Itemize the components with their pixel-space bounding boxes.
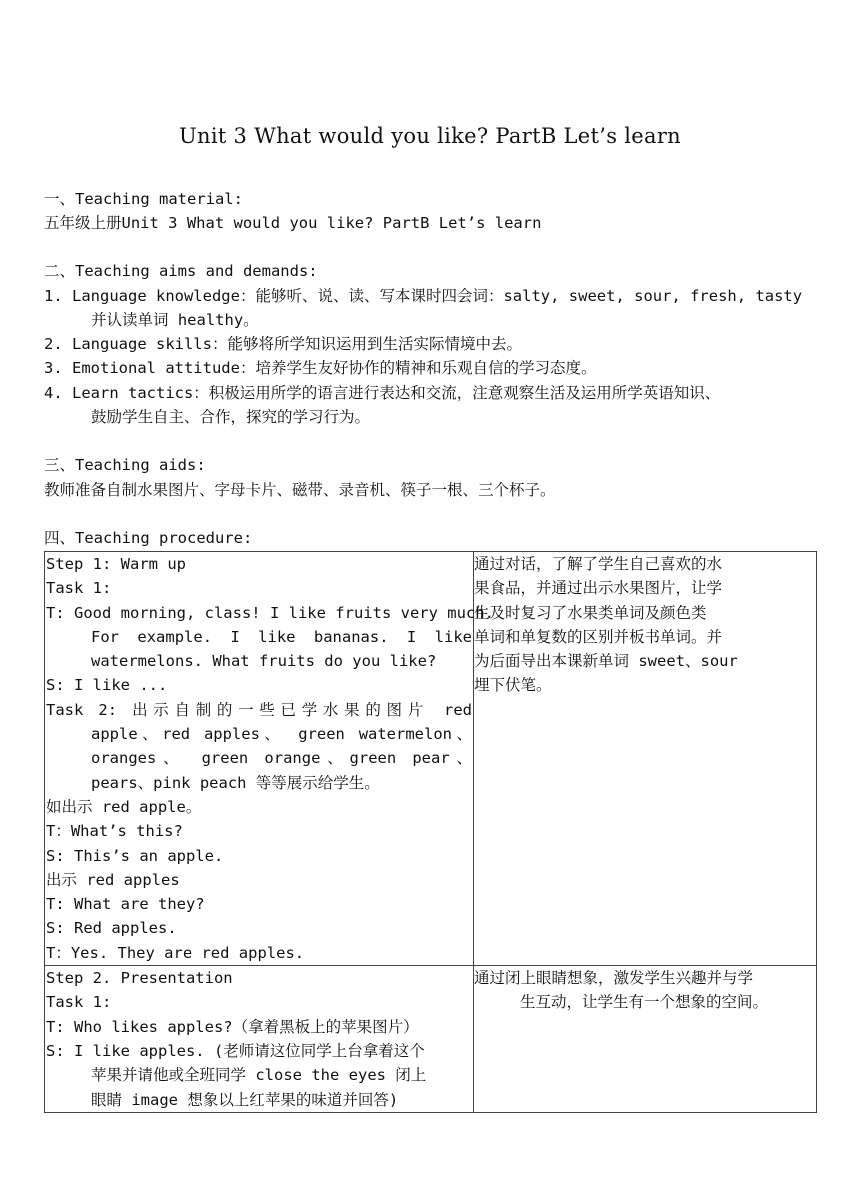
procedure-line: T：Yes. They are red apples. [46,943,305,962]
purpose-line: 生及时复习了水果类单词及颜色类 [474,603,707,622]
procedure-line: watermelons. What fruits do you like? [91,652,437,671]
procedure-line: Step 1: Warm up [46,555,186,573]
procedure-line: T: Who likes apples?（拿着黑板上的苹果图片） [46,1017,419,1036]
procedure-line: pears、pink peach 等等展示给学生。 [91,773,380,792]
procedure-line: Task 2: 出示自制的一些已学水果的图片 red [46,700,472,719]
purpose-line: 为后面导出本课新单词 sweet、sour [474,652,738,671]
procedure-line: 出示 red apples [46,870,180,889]
aim-item-4: 4. Learn tactics：积极运用所学的语言进行表达和交流，注意观察生活及运用所学英语知识、 [44,384,721,402]
section-3-text: 教师准备自制水果图片、字母卡片、磁带、录音机、筷子一根、三个杯子。 [44,481,556,499]
page-title: Unit 3 What would you like? PartB Let’s learn [179,124,681,148]
aim-item-1-continued: 并认读单词 healthy。 [91,311,259,329]
procedure-table [44,551,817,1113]
purpose-line: 通过对话，了解了学生自己喜欢的水 [474,555,723,573]
aim-item-3: 3. Emotional attitude：培养学生友好协作的精神和乐观自信的学习态度。 [44,359,597,377]
procedure-cell-step2 [45,966,474,1113]
section-2-heading: 二、Teaching aims and demands: [44,262,318,280]
purpose-line: 埋下伏笔。 [474,676,552,695]
procedure-line: oranges、 green orange、green pear、 [91,749,472,768]
procedure-line: For example. I like bananas. I like [91,627,472,646]
section-4-heading: 四、Teaching procedure: [44,529,253,547]
procedure-line: S: I like apples. (老师请这位同学上台拿着这个 [46,1041,425,1060]
procedure-line: Step 2. Presentation [46,969,233,988]
procedure-line: T: Good morning, class! I like fruits very much. [46,603,494,622]
procedure-line: S: I like ... [46,676,168,695]
procedure-line: 苹果并请他或全班同学 close the eyes 闭上 [91,1066,427,1085]
aim-item-1: 1. Language knowledge：能够听、说、读、写本课时四会词：salty, sweet, sour, fresh, tasty [44,287,803,305]
section-1-heading: 一、Teaching material: [44,190,243,208]
purpose-line: 单词和单复数的区别并板书单词。并 [474,627,723,646]
procedure-cell-step1 [45,552,494,966]
procedure-line: apple、red apples、 green watermelon、 [91,725,472,744]
table-row [45,552,817,966]
aim-item-2: 2. Language skills：能够将所学知识运用到生活实际情境中去。 [44,335,522,353]
procedure-line: 眼睛 image 想象以上红苹果的味道并回答) [91,1090,399,1109]
table-row [45,966,817,1113]
purpose-line: 果食品，并通过出示水果图片，让学 [474,579,723,598]
procedure-line: Task 1: [46,579,112,598]
purpose-line: 通过闭上眼睛想象，激发学生兴趣并与学 [474,969,754,988]
procedure-line: S: This’s an apple. [46,846,224,865]
purpose-cell-step1 [474,552,817,966]
purpose-line: 生互动，让学生有一个想象的空间。 [520,993,769,1012]
section-3-heading: 三、Teaching aids: [44,456,206,474]
section-1-text: 五年级上册Unit 3 What would you like? PartB Let’s learn [44,214,542,232]
procedure-line: T: What are they? [46,895,205,914]
procedure-line: Task 1: [46,993,112,1012]
procedure-line: 如出示 red apple。 [46,797,202,816]
procedure-line: S: Red apples. [46,919,177,938]
purpose-cell-step2 [474,966,817,1113]
procedure-line: T：What’s this? [46,822,183,841]
aim-item-4-continued: 鼓励学生自主、合作，探究的学习行为。 [91,408,371,426]
